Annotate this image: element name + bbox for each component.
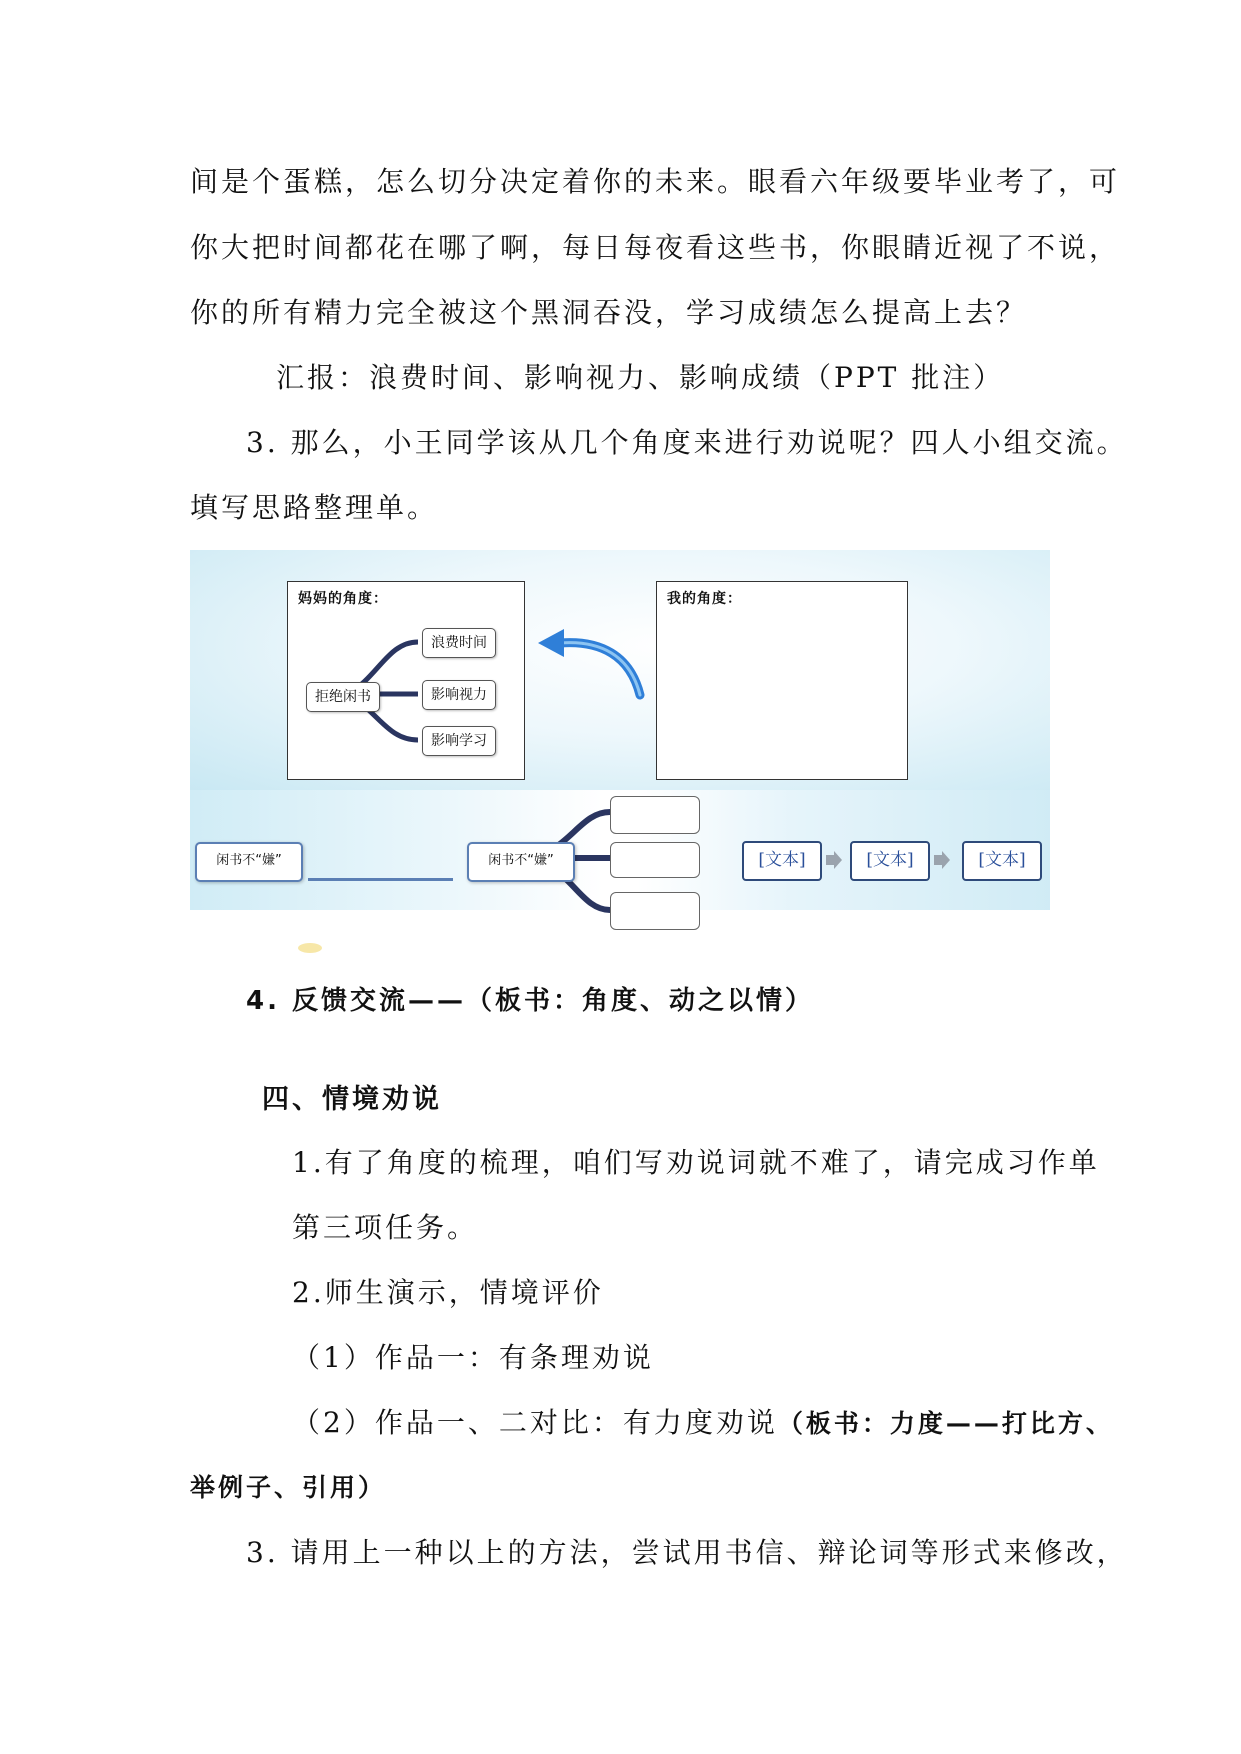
body-text-line: 你大把时间都花在哪了啊，每日每夜看这些书，你眼睛近视了不说， xyxy=(190,231,1121,264)
my-angle-panel xyxy=(656,581,908,780)
mom-angle-panel xyxy=(287,581,525,780)
right-arrow-icon xyxy=(932,850,952,870)
right-arrow-icon xyxy=(824,850,844,870)
empty-branch-box[interactable] xyxy=(610,796,700,834)
left-topic-node: 闲书不“嫌” xyxy=(195,842,303,882)
text-placeholder-box[interactable]: [文本] xyxy=(742,841,822,881)
curved-arrow-icon xyxy=(530,615,650,705)
section-heading: 四、情境劝说 xyxy=(262,1084,442,1115)
body-text-line: 第三项任务。 xyxy=(292,1211,479,1244)
text-placeholder-box[interactable]: [文本] xyxy=(850,841,930,881)
sparkle-icon xyxy=(295,938,325,958)
body-text-line: 间是个蛋糕，怎么切分决定着你的未来。眼看六年级要毕业考了，可 xyxy=(190,165,1121,198)
body-text-line: 你的所有精力完全被这个黑洞吞没，学习成绩怎么提高上去？ xyxy=(190,296,1028,329)
body-text-line xyxy=(292,1403,1114,1444)
body-text-line: 3. 请用上一种以上的方法，尝试用书信、辩论词等形式来修改， xyxy=(246,1536,1128,1569)
question-3-text-cont: 填写思路整理单。 xyxy=(190,491,439,524)
empty-branch-box[interactable] xyxy=(610,892,700,930)
empty-branch-box[interactable] xyxy=(610,842,700,878)
s4-normal-text: （2）作品一、二对比：有力度劝说 xyxy=(292,1406,778,1439)
mom-angle-title: 妈妈的角度： xyxy=(298,591,388,607)
left-topic-underline xyxy=(308,878,453,881)
body-text-line: 2.师生演示，情境评价 xyxy=(292,1276,604,1309)
mind-map-figure xyxy=(190,550,1050,955)
mom-branch-node: 影响学习 xyxy=(422,726,496,756)
mom-root-node: 拒绝闲书 xyxy=(306,682,380,712)
my-angle-title: 我的角度： xyxy=(667,591,742,607)
feedback-item: 4. 反馈交流——（板书：角度、动之以情） xyxy=(246,986,815,1016)
center-topic-node: 闲书不“嫌” xyxy=(467,842,575,882)
body-text-line-bold: 举例子、引用） xyxy=(190,1473,387,1502)
body-text-line: 1.有了角度的梳理，咱们写劝说词就不难了，请完成习作单 xyxy=(292,1146,1100,1179)
body-text-line: （1）作品一：有条理劝说 xyxy=(292,1341,654,1374)
question-3-text: 3. 那么，小王同学该从几个角度来进行劝说呢？四人小组交流。 xyxy=(246,426,1128,459)
mom-branch-node: 浪费时间 xyxy=(422,628,496,658)
mom-branch-node: 影响视力 xyxy=(422,680,496,710)
text-placeholder-box[interactable]: [文本] xyxy=(962,841,1042,881)
s4-bold-text: （板书：力度——打比方、 xyxy=(777,1409,1114,1438)
report-text: 汇报：浪费时间、影响视力、影响成绩（PPT 批注） xyxy=(276,361,1005,394)
